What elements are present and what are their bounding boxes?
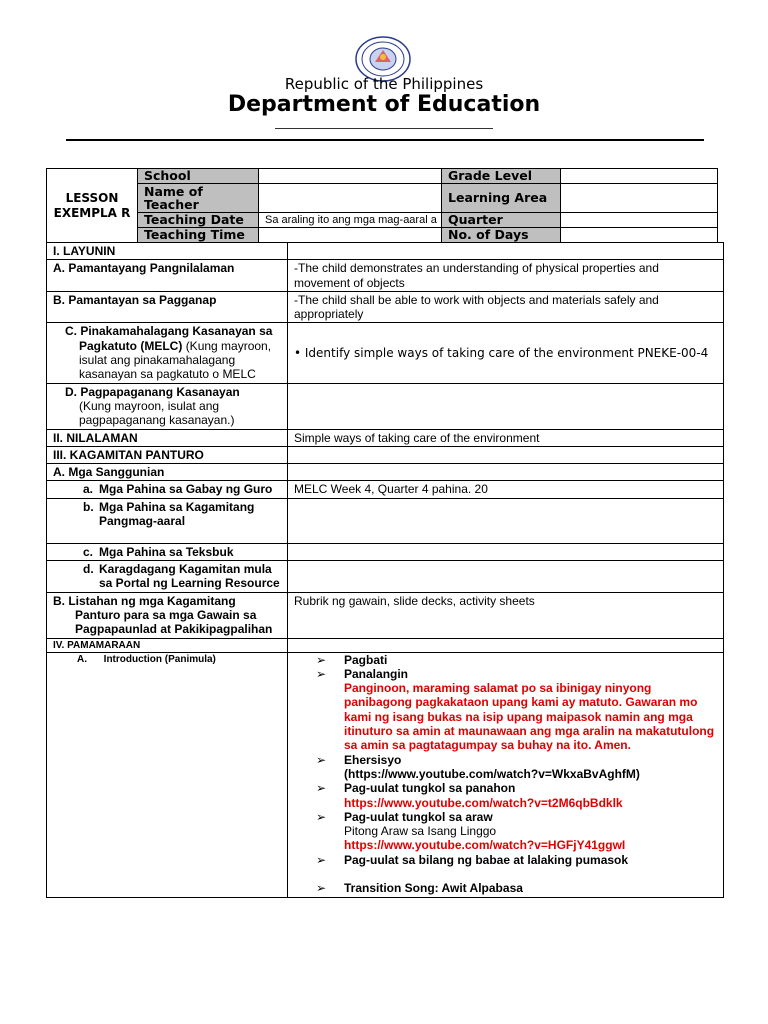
pamantayan-pagganap-label: B. Pamantayan sa Pagganap [47, 291, 288, 323]
bilang-text: Pag-uulat sa bilang ng babae at lalaking pumasok [344, 852, 629, 867]
list-item [316, 753, 717, 782]
grade-level-value[interactable] [561, 169, 718, 184]
kagamitang-value [288, 498, 724, 543]
grade-level-label: Grade Level [442, 169, 561, 184]
lesson-exemplar-label: LESSON EXEMPLA R [47, 169, 138, 243]
arrow-bullet-icon: ➢ [316, 666, 327, 681]
teaching-time-value[interactable] [259, 228, 442, 243]
gabay-guro-text: Mga Pahina sa Gabay ng Guro [99, 482, 273, 497]
list-item [316, 810, 717, 853]
list-item [316, 781, 717, 810]
sanggunian-empty [288, 464, 724, 481]
arrow-bullet-icon: ➢ [316, 880, 327, 895]
teacher-value[interactable] [259, 184, 442, 213]
pagpapaganang-kasanayan-label [47, 383, 288, 429]
learning-area-value[interactable] [561, 184, 718, 213]
item-letter: c. [83, 544, 94, 559]
layunin-heading: I. LAYUNIN [47, 243, 288, 260]
panalangin-text: Panalangin [344, 666, 409, 681]
title-rule [66, 139, 704, 141]
days-label: No. of Days [442, 228, 561, 243]
arrow-bullet-icon: ➢ [316, 809, 327, 824]
teksbuk-value [288, 543, 724, 560]
transition-text: Transition Song: Awit Alpabasa [344, 880, 523, 895]
ehersisyo-text: Ehersisyo [344, 752, 402, 767]
melc-label [47, 323, 288, 383]
item-letter: b. [83, 499, 94, 514]
pamantayang-pangnilalaman-label: A. Pamantayang Pangnilalaman [47, 260, 288, 292]
ehersisyo-link[interactable]: (https://www.youtube.com/watch?v=WkxaBvAghfM) [344, 766, 640, 781]
lesson-info-table [46, 168, 718, 243]
kagamitan-empty [288, 446, 724, 463]
pamantayang-pangnilalaman-value: -The child demonstrates an understanding of physical properties and movement of objects [288, 260, 724, 292]
portal-value [288, 561, 724, 593]
pagpapaganang-note: (Kung mayroon, isulat ang pagpapaganang kasanayan.) [79, 398, 235, 428]
araw-subtitle: Pitong Araw sa Isang Linggo [344, 824, 497, 839]
portal-label [47, 561, 288, 593]
nilalaman-heading: II. NILALAMAN [47, 429, 288, 446]
teacher-label: Name of Teacher [138, 184, 259, 213]
melc-label-bold: C. Pinakamahalagang Kasanayan sa Pagkatuto (MELC) [65, 324, 273, 353]
list-item [316, 653, 717, 667]
gabay-guro-label [47, 481, 288, 498]
portal-text: Karagdagang Kagamitan mula sa Portal ng Learning Resource [99, 562, 280, 591]
pagpapaganang-value [288, 383, 724, 429]
pamantayan-pagganap-value: -The child shall be able to work with objects and materials safely and appropriately [288, 291, 724, 323]
pamamaraan-heading: IV. PAMAMARAAN [47, 638, 288, 652]
araw-link[interactable]: https://www.youtube.com/watch?v=HGFjY41ggwI [344, 838, 626, 853]
teaching-date-value[interactable]: Sa araling ito ang mga mag-aaral a [259, 213, 442, 228]
arrow-bullet-icon: ➢ [316, 781, 327, 796]
araw-text: Pag-uulat tungkol sa araw [344, 809, 493, 824]
arrow-bullet-icon: ➢ [316, 652, 327, 667]
kagamitang-text: Mga Pahina sa Kagamitang Pangmag-aaral [99, 499, 255, 529]
sanggunian-heading: A. Mga Sanggunian [47, 464, 288, 481]
department-heading: Department of Education [227, 92, 541, 117]
teksbuk-text: Mga Pahina sa Teksbuk [99, 544, 234, 559]
nilalaman-value: Simple ways of taking care of the environment [288, 429, 724, 446]
kagamitan-heading: III. KAGAMITAN PANTURO [47, 446, 288, 463]
procedure-cell [288, 652, 724, 898]
pagpapaganang-bold: D. Pagpapaganang Kasanayan [65, 384, 240, 399]
kagamitang-pangmag-aaral-label [47, 498, 288, 543]
gabay-guro-value: MELC Week 4, Quarter 4 pahina. 20 [288, 481, 724, 498]
list-item [316, 881, 717, 895]
melc-value: • Identify simple ways of taking care of the environment PNEKE-00-4 [288, 323, 724, 383]
introduction-label: A. Introduction (Panimula) [47, 652, 288, 898]
panahon-text: Pag-uulat tungkol sa panahon [344, 781, 516, 796]
pagbati-text: Pagbati [344, 652, 388, 667]
item-letter: a. [83, 482, 94, 497]
learning-area-label: Learning Area [442, 184, 561, 213]
pamamaraan-empty [288, 638, 724, 652]
item-letter: d. [83, 562, 94, 577]
teaching-time-label: Teaching Time [138, 228, 259, 243]
procedure-list [294, 653, 717, 896]
list-item [316, 853, 717, 867]
prayer-text: Panginoon, maraming salamat po sa ibinigay ninyong panibagong pagkakataon upang kami ay matuto. Gawaran mo kami ng isang bukas na isip upang maipasok namin ang mga itinuturo sa amin at maunawaan ang mga aralin na makatutulong sa amin sa pagtatagumpay sa buhay na ito. Amen. [344, 681, 715, 753]
quarter-value[interactable] [561, 213, 718, 228]
panahon-link[interactable]: https://www.youtube.com/watch?v=t2M6qbBdklk [344, 795, 623, 810]
listahan-value: Rubrik ng gawain, slide decks, activity sheets [288, 592, 724, 638]
layunin-empty [288, 243, 724, 260]
arrow-bullet-icon: ➢ [316, 852, 327, 867]
listahan-label: B. Listahan ng mga Kagamitang Panturo para sa mga Gawain sa Pagpapaunlad at Pakikipagpalihan [47, 592, 288, 638]
quarter-label: Quarter [442, 213, 561, 228]
days-value[interactable] [561, 228, 718, 243]
teaching-date-label: Teaching Date [138, 213, 259, 228]
title-underline [275, 128, 493, 129]
school-value[interactable] [259, 169, 442, 184]
teksbuk-label [47, 543, 288, 560]
lesson-plan-table [46, 242, 724, 898]
melc-label-note: (Kung mayroon, isulat ang pinakamahalagang kasanayan sa pagkatuto o MELC [79, 338, 272, 382]
list-item [316, 667, 717, 753]
school-label: School [138, 169, 259, 184]
arrow-bullet-icon: ➢ [316, 752, 327, 767]
republic-heading: Republic of the Philippines [284, 75, 484, 93]
